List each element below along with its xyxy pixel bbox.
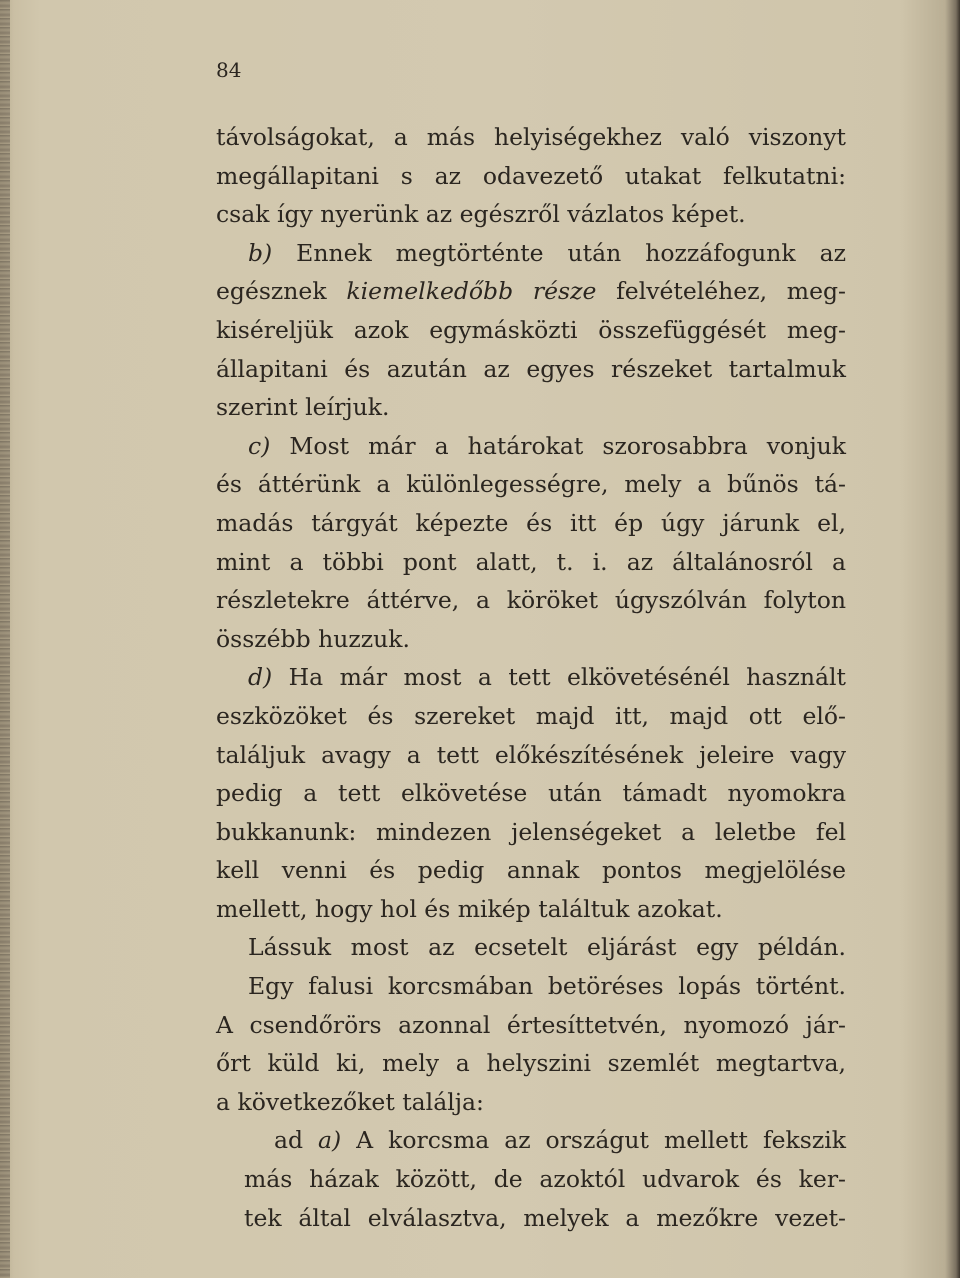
text-run: ad xyxy=(274,1126,319,1155)
text-line: pedig a tett elkövetése után támadt nyomokra xyxy=(216,779,846,808)
paragraph-b-first-line xyxy=(216,234,846,273)
text-line: állapitani és azután az egyes részeket tartalmuk xyxy=(216,354,846,383)
text-run: Ennek megtörténte után hozzáfogunk az xyxy=(272,238,846,267)
text-line: őrt küld ki, mely a helyszini szemlét megtartva, xyxy=(216,1049,846,1078)
text-line: és áttérünk a különlegességre, mely a bűnös tá- xyxy=(216,470,846,499)
text-line: mint a többi pont alatt, t. i. az általánosról a xyxy=(216,547,846,576)
page-number: 84 xyxy=(216,58,242,82)
item-marker: a) xyxy=(318,1126,342,1155)
text-run: egésznek xyxy=(216,277,347,306)
text-line: mellett, hogy hol és mikép találtuk azokat. xyxy=(216,894,723,923)
text-line: Lássuk most az ecsetelt eljárást egy példán. xyxy=(248,933,846,962)
text-line: találjuk avagy a tett előkészítésének jeleire vagy xyxy=(216,740,846,769)
paragraph-c-first-line xyxy=(216,427,846,466)
paragraph-d-first-line xyxy=(216,658,846,697)
text-line: kiséreljük azok egymásközti összefüggését meg- xyxy=(216,315,846,344)
text-line: kell venni és pedig annak pontos megjelölése xyxy=(216,856,846,885)
item-marker: b) xyxy=(248,238,273,267)
text-line: részletekre áttérve, a köröket úgyszólván folyton xyxy=(216,586,846,615)
text-line: más házak között, de azoktól udvarok és ker- xyxy=(244,1165,846,1194)
text-line: megállapitani s az odavezető utakat felkutatni: xyxy=(216,161,846,190)
text-line: összébb huzzuk. xyxy=(216,624,410,653)
text-run: Ha már most a tett elkövetésénél használt xyxy=(272,663,846,692)
paragraph-ad-a-first-line xyxy=(216,1121,846,1160)
item-marker: c) xyxy=(248,431,271,460)
text-run: A korcsma az országut mellett fekszik xyxy=(341,1126,846,1155)
text-line: madás tárgyát képezte és itt ép úgy járunk el, xyxy=(216,508,846,537)
body-text xyxy=(216,118,846,1237)
text-run: felvételéhez, meg- xyxy=(596,277,846,306)
text-line: Egy falusi korcsmában betöréses lopás történt. xyxy=(248,972,846,1001)
text-line: A csendőrörs azonnal értesíttetvén, nyomozó jár- xyxy=(216,1010,846,1039)
binding-edge xyxy=(0,0,10,1278)
text-run: Most már a határokat szorosabbra vonjuk xyxy=(270,431,846,460)
text-line: csak így nyerünk az egészről vázlatos képet. xyxy=(216,200,746,229)
text-line: a következőket találja: xyxy=(216,1087,484,1116)
text-line: bukkanunk: mindezen jelenségeket a leletbe fel xyxy=(216,817,846,846)
text-line: tek által elválasztva, melyek a mezőkre vezet- xyxy=(244,1203,846,1232)
text-line: eszközöket és szereket majd itt, majd ott elő- xyxy=(216,701,846,730)
text-line: szerint leírjuk. xyxy=(216,393,390,422)
text-line xyxy=(216,272,846,311)
item-marker: d) xyxy=(248,663,273,692)
emphasis-text: kiemelkedőbb része xyxy=(346,277,597,306)
text-line: távolságokat, a más helyiségekhez való viszonyt xyxy=(216,123,846,151)
